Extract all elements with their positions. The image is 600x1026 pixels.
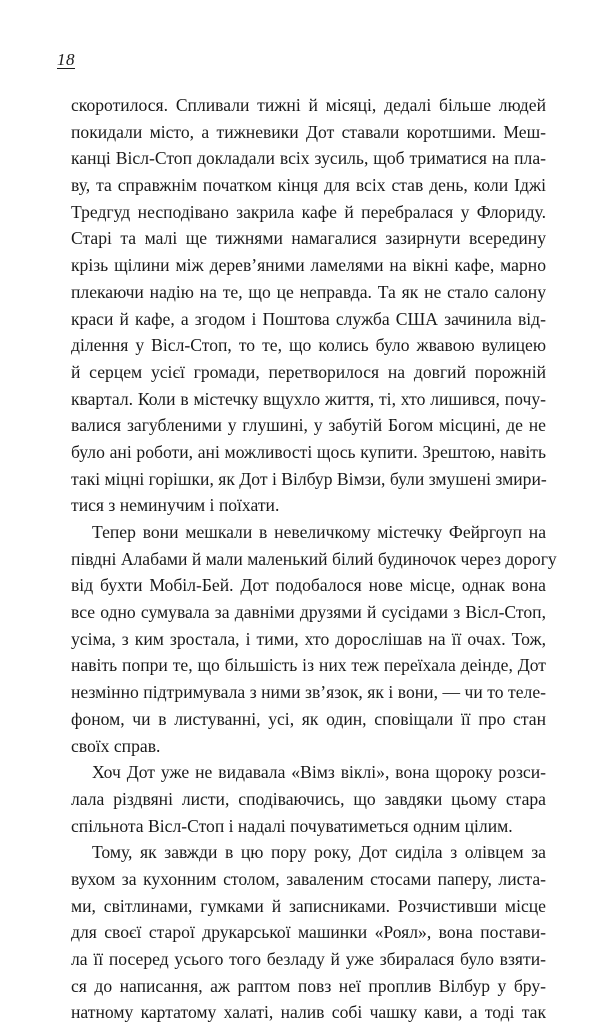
text-line: канці Вісл-Стоп докладали всіх зусиль, щоб триматися на пла-	[71, 148, 546, 169]
text-line: такі міцні горішки, як Дот і Вілбур Вімзи, були змушені змири-	[71, 468, 547, 489]
text-line: незмінно підтримувала з ними зв’язок, як і вони, — чи то теле-	[71, 682, 546, 703]
text-line: Тому, як завжди в цю пору року, Дот сиділа з олівцем за	[92, 842, 546, 863]
text-line: ми, світлинами, гумками й записниками. Розчистивши місце	[71, 895, 546, 916]
text-line: було ані роботи, ані можливості щось купити. Зрештою, навіть	[71, 441, 546, 462]
text-line: своїх справ.	[71, 735, 161, 756]
text-line: ся до написання, аж раптом повз неї проплив Вілбур у бру-	[71, 975, 546, 996]
text-line: плекаючи надію на те, що це неправда. Та як не стало салону	[71, 281, 546, 302]
text-line: півдні Алабами й мали маленький білий будиночок через дорогу	[71, 548, 557, 569]
text-line: натному картатому халаті, налив собі чашку кави, а тоді так	[71, 1002, 546, 1023]
text-line: тися з неминучим і поїхати.	[71, 495, 280, 516]
text-line: від бухти Мобіл-Бей. Дот подобалося нове місце, однак вона	[71, 575, 546, 596]
text-line: крізь щілини між дерев’яними ламелями на вікні кафе, марно	[71, 255, 546, 276]
text-line: для своєї старої друкарської машинки «Роял», вона постави-	[71, 922, 546, 943]
text-line: ділення у Вісл-Стоп, то те, що колись було жвавою вулицею	[71, 335, 546, 356]
text-line: вухом за кухонним столом, заваленим стосами паперу, листа-	[71, 868, 546, 889]
text-line: Хоч Дот уже не видавала «Вімз віклі», вона щороку розси-	[92, 762, 546, 783]
text-line: усіма, з ким зростала, і тими, хто дорослішав на її очах. Тож,	[71, 628, 546, 649]
text-line: фоном, чи в листуванні, усі, як один, сповіщали її про стан	[71, 708, 546, 729]
page-number: 18	[57, 50, 75, 69]
text-line: Тредгуд несподівано закрила кафе й перебралася у Флориду.	[71, 201, 546, 222]
text-line: покидали місто, а тижневики Дот ставали коротшими. Меш-	[71, 121, 546, 142]
text-line: Старі та малі ще тижнями намагалися зазирнути всередину	[71, 228, 546, 249]
text-line: спільнота Вісл-Стоп і надалі почуватиметься одним цілим.	[71, 815, 513, 836]
text-line: навіть попри те, що більшість із них теж переїхала деінде, Дот	[71, 655, 546, 676]
text-line: все одно сумувала за давніми друзями й сусідами з Вісл-Стоп,	[71, 602, 546, 623]
text-line: Тепер вони мешкали в невеличкому містечку Фейргоуп на	[92, 522, 546, 542]
text-line: валися загубленими у глушині, у забутій Богом місцині, де не	[71, 415, 546, 436]
text-line: ву, та справжнім початком кінця для всіх став день, коли Іджі	[71, 175, 546, 196]
text-line: скоротилося. Спливали тижні й місяці, дедалі більше людей	[71, 95, 546, 115]
text-line: лала різдвяні листи, сподіваючись, що завдяки цьому стара	[71, 788, 546, 809]
text-line: краси й кафе, а згодом і Поштова служба США зачинила від-	[71, 308, 546, 329]
text-line: квартал. Коли в містечку вщухло життя, ті, хто лишився, почу-	[71, 388, 546, 409]
body-text	[71, 92, 557, 1026]
text-line: й серцем усієї громади, перетворилося на довгий порожній	[71, 361, 546, 382]
text-line: ла її посеред усього того безладу й уже збиралася було взяти-	[71, 949, 546, 969]
